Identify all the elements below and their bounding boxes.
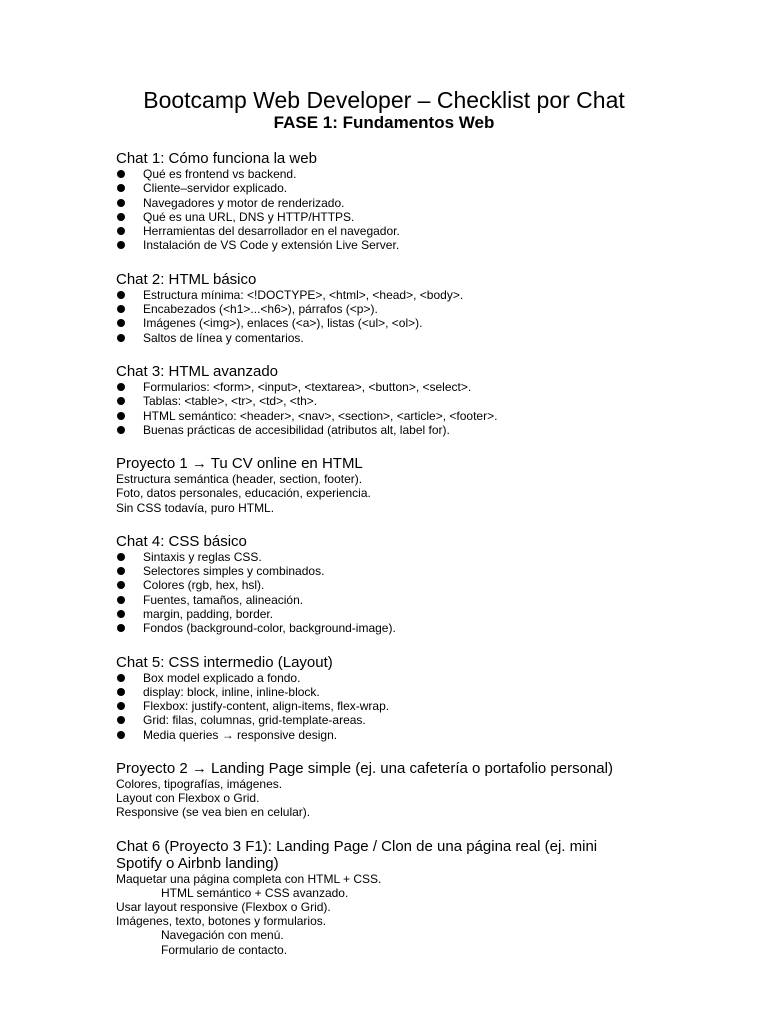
bullet-icon: [117, 199, 125, 207]
text-line: Maquetar una página completa con HTML + CSS.: [116, 871, 382, 886]
bullet-icon: [117, 412, 125, 420]
text-lines: [116, 472, 676, 515]
document-content: [116, 150, 676, 957]
bullet-icon: [117, 213, 125, 221]
bullet-icon: [117, 241, 125, 249]
section-heading: Chat 4: CSS básico: [116, 532, 247, 550]
text-line: Usar layout responsive (Flexbox o Grid).: [116, 900, 331, 915]
list-item: Colores (rgb, hex, hsl).: [116, 578, 676, 592]
text-line: Estructura semántica (header, section, footer).: [116, 472, 363, 487]
list-item: margin, padding, border.: [116, 607, 676, 621]
list-item: Buenas prácticas de accesibilidad (atributos alt, label for).: [116, 423, 676, 437]
bullet-list: [116, 380, 676, 437]
section-chat-1: [116, 150, 676, 253]
text-line: HTML semántico + CSS avanzado.: [161, 885, 349, 900]
section-chat-5: [116, 654, 676, 742]
bullet-icon: [117, 291, 125, 299]
text-line: Navegación con menú.: [161, 928, 284, 943]
section-heading: Chat 3: HTML avanzado: [116, 362, 279, 380]
bullet-list: [116, 167, 676, 253]
bullet-icon: [117, 426, 125, 434]
section-chat-6: [116, 838, 676, 957]
bullet-icon: [117, 674, 125, 682]
document-subtitle: FASE 1: Fundamentos Web: [273, 113, 495, 132]
section-proyecto-1: [116, 455, 676, 515]
text-line: Sin CSS todavía, puro HTML.: [116, 500, 275, 515]
bullet-list: [116, 671, 676, 742]
list-item: Estructura mínima: <!DOCTYPE>, <html>, <head>, <body>.: [116, 288, 676, 302]
text-line: Formulario de contacto.: [161, 942, 288, 957]
text-line: Colores, tipografías, imágenes.: [116, 777, 283, 792]
section-heading: Chat 1: Cómo funciona la web: [116, 150, 317, 167]
bullet-icon: [117, 688, 125, 696]
section-heading: Proyecto 2 → Landing Page simple (ej. una cafetería o portafolio personal): [116, 760, 613, 778]
list-item: Saltos de línea y comentarios.: [116, 331, 676, 345]
list-item: Fondos (background-color, background-image).: [116, 621, 676, 635]
bullet-icon: [117, 567, 125, 575]
list-item: Qué es frontend vs backend.: [116, 167, 676, 181]
text-lines: [116, 777, 676, 820]
list-item: display: block, inline, inline-block.: [116, 685, 676, 699]
text-line: Foto, datos personales, educación, experiencia.: [116, 486, 371, 501]
section-heading: Chat 2: HTML básico: [116, 270, 257, 288]
bullet-icon: [117, 227, 125, 235]
list-item: Instalación de VS Code y extensión Live Server.: [116, 238, 676, 252]
bullet-icon: [117, 624, 125, 632]
bullet-list: [116, 288, 676, 345]
text-lines: [116, 872, 676, 957]
list-item: Tablas: <table>, <tr>, <td>, <th>.: [116, 394, 676, 408]
list-item: Navegadores y motor de renderizado.: [116, 196, 676, 210]
bullet-icon: [117, 702, 125, 710]
list-item: Herramientas del desarrollador en el navegador.: [116, 224, 676, 238]
bullet-list: [116, 550, 676, 636]
bullet-icon: [117, 610, 125, 618]
list-item: Cliente–servidor explicado.: [116, 181, 676, 195]
list-item: Formularios: <form>, <input>, <textarea>, <button>, <select>.: [116, 380, 676, 394]
bullet-icon: [117, 716, 125, 724]
bullet-icon: [117, 305, 125, 313]
list-item: Fuentes, tamaños, alineación.: [116, 593, 676, 607]
bullet-icon: [117, 581, 125, 589]
document-title: Bootcamp Web Developer – Checklist por Chat: [143, 87, 625, 113]
list-item: Sintaxis y reglas CSS.: [116, 550, 676, 564]
text-line: Imágenes, texto, botones y formularios.: [116, 914, 327, 929]
bullet-icon: [117, 319, 125, 327]
list-item: Qué es una URL, DNS y HTTP/HTTPS.: [116, 210, 676, 224]
section-heading: Proyecto 1 → Tu CV online en HTML: [116, 455, 363, 473]
list-item: Box model explicado a fondo.: [116, 671, 676, 685]
bullet-icon: [117, 553, 125, 561]
section-chat-2: [116, 271, 676, 345]
text-line: Layout con Flexbox o Grid.: [116, 791, 260, 806]
bullet-icon: [117, 397, 125, 405]
bullet-icon: [117, 184, 125, 192]
bullet-icon: [117, 731, 125, 739]
section-proyecto-2: [116, 760, 676, 820]
list-item: Flexbox: justify-content, align-items, flex-wrap.: [116, 699, 676, 713]
bullet-icon: [117, 170, 125, 178]
list-item: Grid: filas, columnas, grid-template-areas.: [116, 713, 676, 727]
bullet-icon: [117, 596, 125, 604]
list-item: Media queries → responsive design.: [116, 728, 676, 742]
list-item: Selectores simples y combinados.: [116, 564, 676, 578]
bullet-icon: [117, 383, 125, 391]
list-item: Encabezados (<h1>...<h6>), párrafos (<p>).: [116, 302, 676, 316]
section-heading: Chat 6 (Proyecto 3 F1): Landing Page / Clon de una página real (ej. mini Spotify o Airbnb landing): [116, 837, 598, 872]
section-chat-3: [116, 363, 676, 437]
bullet-icon: [117, 334, 125, 342]
text-line: Responsive (se vea bien en celular).: [116, 805, 311, 820]
section-chat-4: [116, 533, 676, 636]
list-item: HTML semántico: <header>, <nav>, <section>, <article>, <footer>.: [116, 409, 676, 423]
section-heading: Chat 5: CSS intermedio (Layout): [116, 653, 333, 671]
list-item: Imágenes (<img>), enlaces (<a>), listas (<ul>, <ol>).: [116, 316, 676, 330]
